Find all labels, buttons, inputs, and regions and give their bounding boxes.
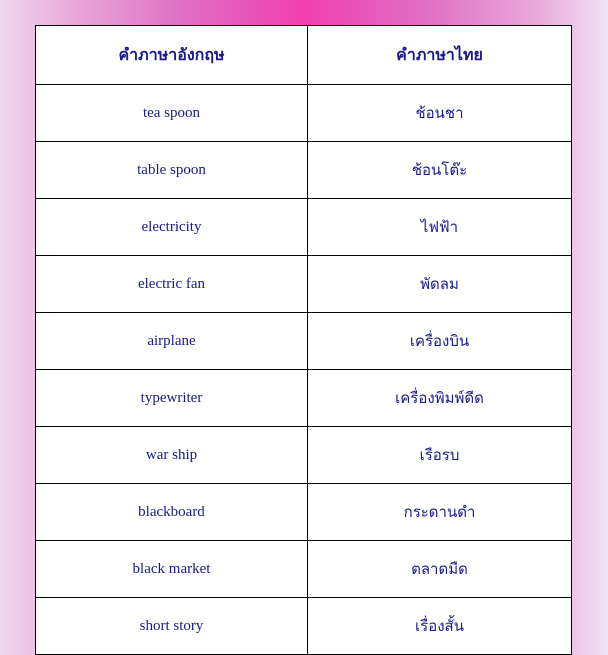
cell-english: electric fan — [36, 256, 308, 313]
cell-english: table spoon — [36, 142, 308, 199]
cell-thai: ช้อนชา — [308, 85, 572, 142]
table-row — [36, 142, 572, 199]
cell-english: airplane — [36, 313, 308, 370]
cell-thai: ตลาดมืด — [308, 541, 572, 598]
table-row — [36, 541, 572, 598]
cell-thai: ไฟฟ้า — [308, 199, 572, 256]
table-row — [36, 484, 572, 541]
table-header — [36, 26, 572, 85]
cell-english: black market — [36, 541, 308, 598]
column-header-thai: คำภาษาไทย — [308, 26, 572, 85]
table-row — [36, 313, 572, 370]
cell-english: typewriter — [36, 370, 308, 427]
cell-thai: พัดลม — [308, 256, 572, 313]
cell-english: blackboard — [36, 484, 308, 541]
cell-thai: เรื่องสั้น — [308, 598, 572, 655]
cell-thai: เครื่องบิน — [308, 313, 572, 370]
table-row — [36, 85, 572, 142]
table-row — [36, 370, 572, 427]
table-row — [36, 199, 572, 256]
table-row — [36, 427, 572, 484]
cell-english: tea spoon — [36, 85, 308, 142]
vocabulary-table — [35, 25, 572, 655]
cell-thai: เรือรบ — [308, 427, 572, 484]
column-header-english: คำภาษาอังกฤษ — [36, 26, 308, 85]
cell-english: electricity — [36, 199, 308, 256]
cell-thai: กระดานดำ — [308, 484, 572, 541]
cell-thai: เครื่องพิมพ์ดีด — [308, 370, 572, 427]
table-body — [36, 85, 572, 655]
cell-english: war ship — [36, 427, 308, 484]
table-row — [36, 598, 572, 655]
cell-english: short story — [36, 598, 308, 655]
vocabulary-table-container — [35, 25, 571, 655]
table-row — [36, 256, 572, 313]
cell-thai: ช้อนโต๊ะ — [308, 142, 572, 199]
table-header-row — [36, 26, 572, 85]
